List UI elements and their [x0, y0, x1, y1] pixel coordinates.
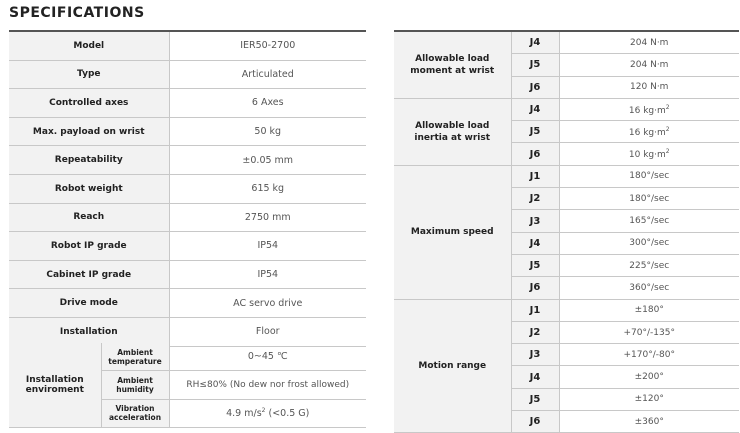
spec-value: Articulated	[169, 60, 366, 89]
spec-value: AC servo drive	[169, 289, 366, 318]
group-label-maximum-speed: Maximum speed	[394, 165, 511, 299]
joint-row	[394, 31, 739, 54]
spec-label: Cabinet IP grade	[9, 260, 169, 289]
environment-table	[9, 343, 366, 428]
joint-row	[394, 299, 739, 321]
group-label-load-inertia: Allowable load inertia at wrist	[394, 98, 511, 165]
superscript: 2	[665, 148, 670, 156]
spec-row-reach	[9, 203, 366, 232]
spec-sublabel: Ambient temperature	[101, 343, 169, 371]
spec-row-model	[9, 31, 366, 60]
spec-label: Repeatability	[9, 146, 169, 175]
joint-value: 204 N·m	[559, 31, 739, 54]
spec-value: IER50-2700	[169, 31, 366, 60]
spec-value: 6 Axes	[169, 89, 366, 118]
joint-value: 360°/sec	[559, 277, 739, 299]
spec-row-ambient-temperature	[9, 343, 366, 371]
joint-label: J4	[511, 31, 559, 54]
spec-value: 50 kg	[169, 117, 366, 146]
joint-label: J1	[511, 299, 559, 321]
spec-value: 2750 mm	[169, 203, 366, 232]
joint-label: J3	[511, 344, 559, 366]
group-label-motion-range: Motion range	[394, 299, 511, 433]
joint-value	[559, 98, 739, 120]
spec-row-robot-ip	[9, 232, 366, 261]
joint-value: 165°/sec	[559, 210, 739, 232]
joint-label: J4	[511, 232, 559, 254]
spec-label: Controlled axes	[9, 89, 169, 118]
joint-value: ±180°	[559, 299, 739, 321]
joint-label: J5	[511, 54, 559, 76]
spec-label: Robot weight	[9, 174, 169, 203]
value-text: 16 kg·m	[628, 127, 666, 138]
joint-value: ±120°	[559, 388, 739, 410]
spec-value: IP54	[169, 232, 366, 261]
group-label-load-moment: Allowable load moment at wrist	[394, 31, 511, 98]
spec-row-weight	[9, 174, 366, 203]
joint-label: J5	[511, 388, 559, 410]
joint-label: J6	[511, 143, 559, 165]
superscript: 2	[261, 407, 266, 415]
spec-value: RH≤80% (No dew nor frost allowed)	[169, 371, 366, 399]
spec-label: Drive mode	[9, 289, 169, 318]
joint-value: 180°/sec	[559, 188, 739, 210]
spec-table-left	[9, 30, 366, 347]
spec-sublabel: Vibration acceleration	[101, 399, 169, 427]
joint-row	[394, 165, 739, 187]
joint-value: +170°/-80°	[559, 344, 739, 366]
joint-value: 204 N·m	[559, 54, 739, 76]
spec-row-type	[9, 60, 366, 89]
joint-value: 180°/sec	[559, 165, 739, 187]
joint-value: +70°/-135°	[559, 321, 739, 343]
superscript: 2	[665, 103, 670, 111]
joint-value	[559, 143, 739, 165]
joint-row	[394, 98, 739, 120]
spec-value: Floor	[169, 317, 366, 346]
joint-value	[559, 121, 739, 143]
joint-value: ±360°	[559, 411, 739, 433]
spec-label: Max. payload on wrist	[9, 117, 169, 146]
joint-label: J2	[511, 188, 559, 210]
joint-value: 300°/sec	[559, 232, 739, 254]
spec-label: Reach	[9, 203, 169, 232]
value-text: 16 kg·m	[628, 105, 666, 116]
spec-label: Robot IP grade	[9, 232, 169, 261]
spec-row-repeatability	[9, 146, 366, 175]
spec-value: 0~45 ℃	[169, 343, 366, 371]
joint-label: J6	[511, 411, 559, 433]
spec-label: Installation	[9, 317, 169, 346]
spec-row-drive	[9, 289, 366, 318]
value-text: 10 kg·m	[628, 150, 666, 161]
joint-label: J2	[511, 321, 559, 343]
spec-row-payload	[9, 117, 366, 146]
joint-label: J1	[511, 165, 559, 187]
spec-value: ±0.05 mm	[169, 146, 366, 175]
joint-label: J6	[511, 277, 559, 299]
page-title: SPECIFICATIONS	[9, 5, 145, 21]
value-text: 4.9 m/s	[226, 408, 262, 420]
spec-row-axes	[9, 89, 366, 118]
joint-value: ±200°	[559, 366, 739, 388]
spec-value: IP54	[169, 260, 366, 289]
spec-value	[169, 399, 366, 427]
spec-value: 615 kg	[169, 174, 366, 203]
joint-value: 120 N·m	[559, 76, 739, 98]
joint-label: J4	[511, 98, 559, 120]
spec-group-label: Installation enviroment	[9, 343, 101, 428]
joint-label: J6	[511, 76, 559, 98]
joint-label: J3	[511, 210, 559, 232]
joint-value: 225°/sec	[559, 254, 739, 276]
joint-label: J4	[511, 366, 559, 388]
value-suffix: (<0.5 G)	[265, 408, 310, 420]
superscript: 2	[665, 125, 670, 133]
spec-label: Model	[9, 31, 169, 60]
spec-row-installation	[9, 317, 366, 346]
spec-table-right	[394, 30, 739, 433]
spec-sublabel: Ambient humidity	[101, 371, 169, 399]
joint-label: J5	[511, 121, 559, 143]
spec-label: Type	[9, 60, 169, 89]
spec-row-cabinet-ip	[9, 260, 366, 289]
joint-label: J5	[511, 254, 559, 276]
